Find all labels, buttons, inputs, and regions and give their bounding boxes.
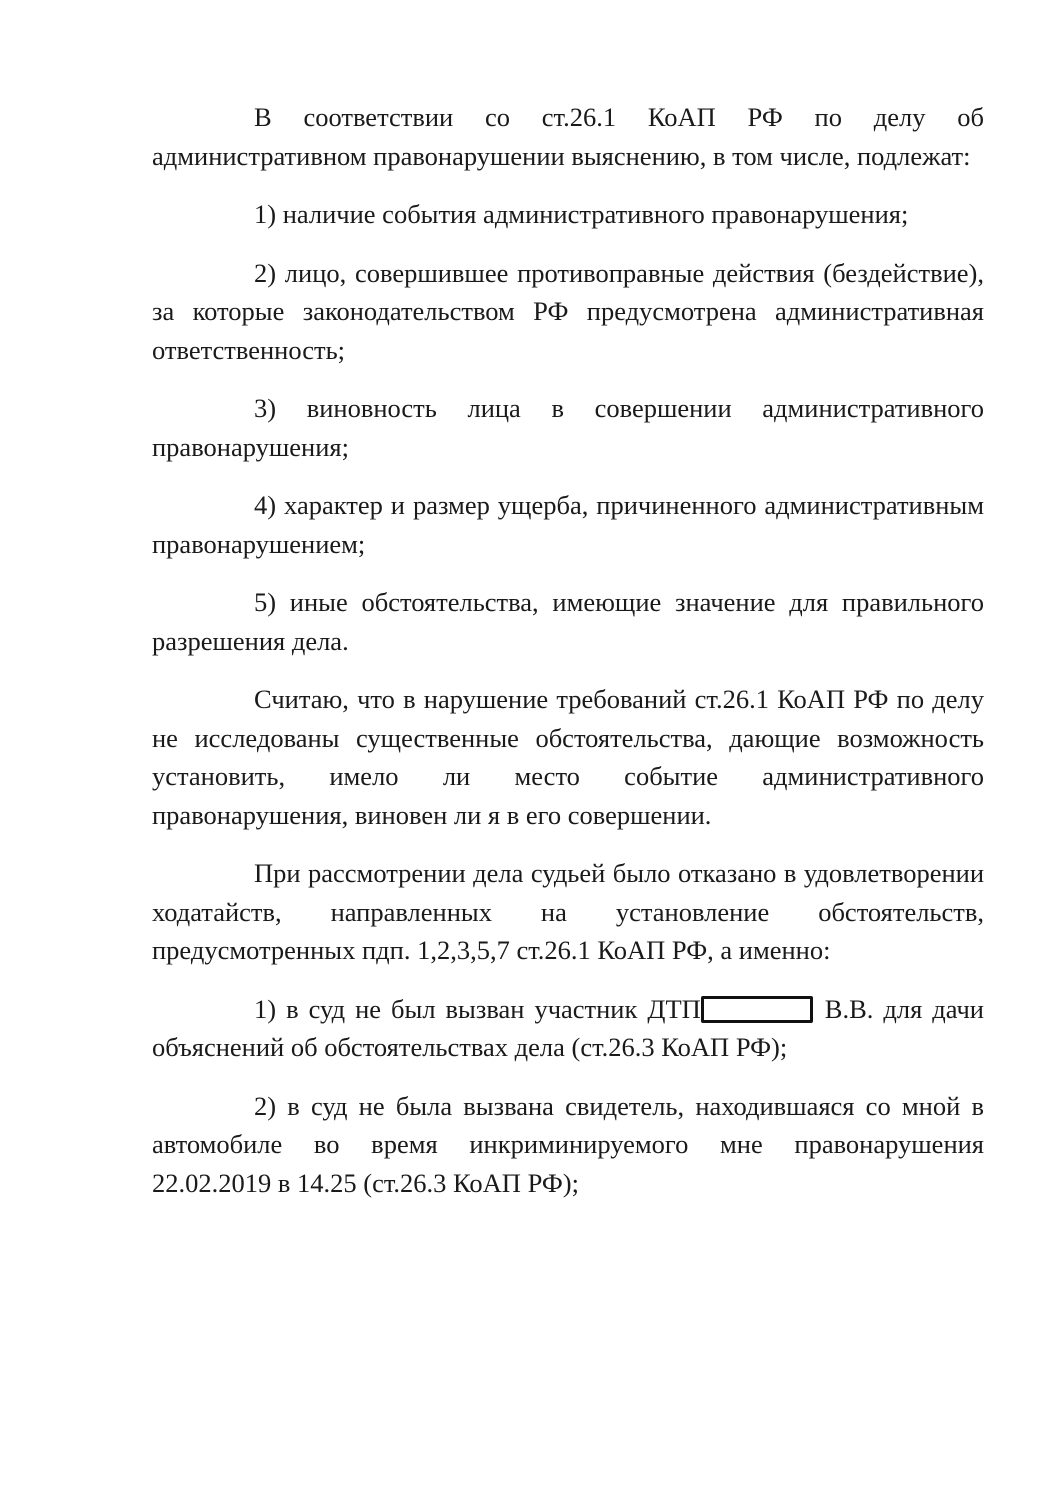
list-item-2: 2) лицо, совершившее противоправные действия (бездействие), за которые законодательством РФ предусмотрена административная ответственность; — [152, 257, 984, 365]
redacted-name-box — [701, 996, 813, 1023]
petition-item-1-text-end: В.В. для дачи объяснений об обстоятельствах дела (ст.26.3 КоАП РФ); — [152, 993, 984, 1062]
petition-item-1 — [152, 990, 984, 1067]
petition-item-1-text-start: 1) в суд не был вызван участник ДТП — [254, 993, 701, 1024]
list-item-4: 4) характер и размер ущерба, причиненного административным правонарушением; — [152, 490, 984, 559]
paragraph-refusal: При рассмотрении дела судьей было отказано в удовлетворении ходатайств, направленных на установление обстоятельств, предусмотренных пдп. 1,2,3,5,7 ст.26.1 КоАП РФ, а именно: — [152, 858, 984, 965]
petition-item-2: 2) в суд не была вызвана свидетель, находившаяся со мной в автомобиле во время инкриминируемого мне правонарушения 22.02.2019 в 14.25 (ст.26.3 КоАП РФ); — [152, 1090, 984, 1198]
list-item-1: 1) наличие события административного правонарушения; — [254, 199, 909, 229]
list-item-3: 3) виновность лица в совершении административного правонарушения; — [152, 393, 984, 462]
paragraph-intro: В соответствии со ст.26.1 КоАП РФ по делу об административном правонарушении выяснению, в том числе, подлежат: — [152, 102, 984, 171]
paragraph-claim: Считаю, что в нарушение требований ст.26.1 КоАП РФ по делу не исследованы существенные обстоятельства, дающие возможность установить, имело ли место событие административного правонарушения, виновен ли я в его совершении. — [152, 684, 984, 830]
document-page — [152, 98, 984, 1202]
list-item-5: 5) иные обстоятельства, имеющие значение для правильного разрешения дела. — [152, 587, 984, 656]
